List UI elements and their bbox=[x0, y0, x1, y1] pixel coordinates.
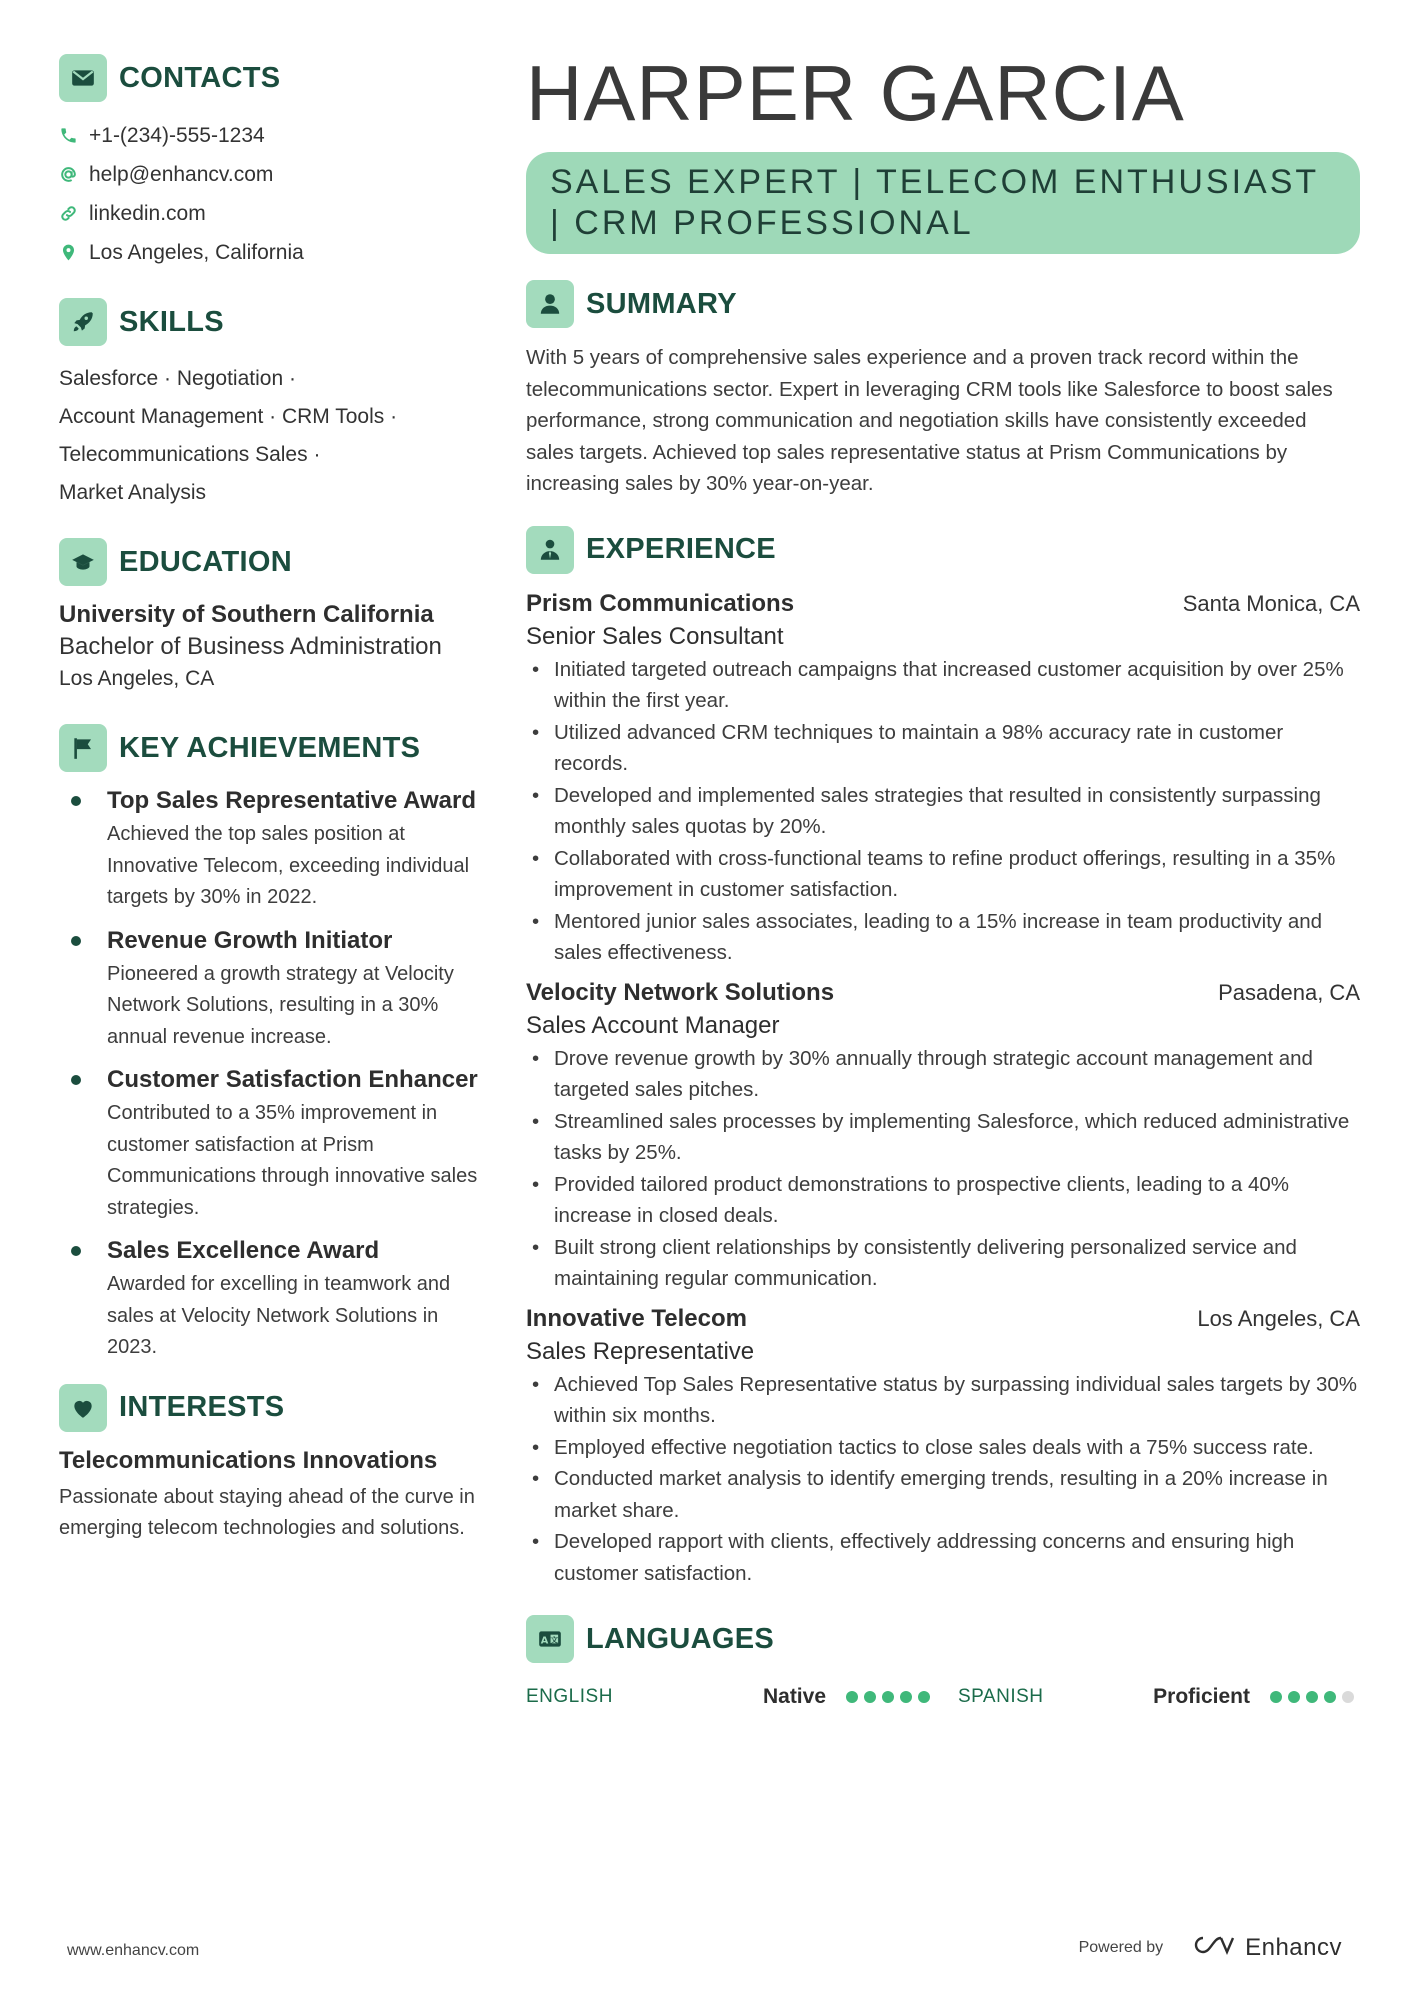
summary-title: SUMMARY bbox=[586, 287, 737, 320]
achievement-desc: Awarded for excelling in teamwork and sales at Velocity Network Solutions in 2023. bbox=[107, 1273, 451, 1358]
language-name: SPANISH bbox=[958, 1686, 1044, 1707]
user-icon bbox=[526, 280, 574, 328]
proficiency-dot-filled bbox=[918, 1691, 930, 1703]
footer-website[interactable]: www.enhancv.com bbox=[67, 1942, 200, 1959]
achievement-title: Customer Satisfaction Enhancer bbox=[107, 1066, 478, 1093]
bullet-dot bbox=[71, 1246, 81, 1256]
job-role: Sales Representative bbox=[526, 1337, 755, 1365]
job-location: Santa Monica, CA bbox=[1182, 590, 1360, 616]
job-location: Pasadena, CA bbox=[1218, 979, 1360, 1005]
interests-title: INTERESTS bbox=[119, 1391, 285, 1423]
job-location: Los Angeles, CA bbox=[1197, 1305, 1360, 1331]
flag-icon bbox=[59, 724, 107, 772]
skills-line: Market Analysis bbox=[59, 481, 207, 504]
interest-title: Telecommunications Innovations bbox=[59, 1446, 438, 1474]
job-entry bbox=[526, 588, 1360, 969]
languages-header bbox=[526, 1615, 1360, 1663]
job-header bbox=[526, 588, 1360, 620]
interest-desc: Passionate about staying ahead of the curve in emerging telecom technologies and solutions. bbox=[59, 1485, 475, 1539]
education-location: Los Angeles, CA bbox=[59, 667, 215, 690]
proficiency-dot-empty bbox=[1342, 1691, 1354, 1703]
svg-text:文: 文 bbox=[550, 1635, 559, 1645]
job-bullets bbox=[526, 654, 1360, 969]
interests-header bbox=[59, 1384, 479, 1432]
job-bullet: • Drove revenue growth by 30% annually through strategic account management and targeted sales pitches. bbox=[526, 1043, 1360, 1106]
job-company: Prism Communications bbox=[526, 589, 795, 617]
proficiency-dot-filled bbox=[882, 1691, 894, 1703]
proficiency-dots bbox=[1270, 1691, 1360, 1703]
left-column bbox=[59, 54, 479, 1545]
phone-text[interactable]: +1-(234)-555-1234 bbox=[89, 123, 265, 147]
contacts-header bbox=[59, 54, 479, 102]
achievements-header bbox=[59, 724, 479, 772]
link-icon bbox=[59, 204, 81, 223]
job-entry bbox=[526, 977, 1360, 1295]
footer-branding bbox=[1079, 1933, 1342, 1962]
contact-location bbox=[59, 233, 479, 272]
location-pin-icon bbox=[59, 243, 81, 262]
achievements-list bbox=[59, 786, 479, 1364]
job-header bbox=[526, 1303, 1360, 1335]
proficiency-dots bbox=[846, 1691, 936, 1703]
svg-text:A: A bbox=[540, 1635, 549, 1647]
at-icon bbox=[59, 165, 81, 184]
right-column bbox=[526, 49, 1360, 1717]
skills-title: SKILLS bbox=[119, 305, 224, 338]
brand-name[interactable]: Enhancv bbox=[1245, 1933, 1342, 1961]
education-title: EDUCATION bbox=[119, 545, 292, 578]
job-entry bbox=[526, 1303, 1360, 1590]
skills-header bbox=[59, 298, 479, 346]
language-name: ENGLISH bbox=[526, 1686, 613, 1707]
achievement-desc: Contributed to a 35% improvement in customer satisfaction at Prism Communications through innovative sales strategies. bbox=[107, 1102, 478, 1219]
proficiency-dot-filled bbox=[864, 1691, 876, 1703]
translate-icon bbox=[526, 1615, 574, 1663]
language-level: Proficient bbox=[1153, 1685, 1250, 1708]
job-bullets bbox=[526, 1369, 1360, 1590]
envelope-icon bbox=[59, 54, 107, 102]
achievement-title: Sales Excellence Award bbox=[107, 1237, 380, 1264]
language-level: Native bbox=[762, 1685, 826, 1708]
bullet-dot bbox=[71, 936, 81, 946]
experience-title: EXPERIENCE bbox=[586, 533, 776, 565]
contact-link bbox=[59, 194, 479, 233]
achievement-desc: Achieved the top sales position at Innovative Telecom, exceeding individual targets by 30% in 2022. bbox=[107, 823, 470, 908]
briefcase-user-icon bbox=[526, 526, 574, 574]
bullet-dot bbox=[71, 1075, 81, 1085]
candidate-name: HARPER GARCIA bbox=[526, 49, 1185, 137]
heart-icon bbox=[59, 1384, 107, 1432]
job-bullet: • Built strong client relationships by consistently delivering personalized service and maintaining regular communication. bbox=[526, 1232, 1360, 1295]
education-degree: Bachelor of Business Administration bbox=[59, 633, 442, 660]
languages-list bbox=[526, 1677, 1360, 1717]
job-header bbox=[526, 977, 1360, 1009]
proficiency-dot-filled bbox=[1270, 1691, 1282, 1703]
achievement-title: Revenue Growth Initiator bbox=[107, 926, 393, 954]
contact-email bbox=[59, 155, 479, 194]
skills-list bbox=[59, 360, 479, 512]
email-text[interactable]: help@enhancv.com bbox=[89, 162, 274, 186]
summary-header bbox=[526, 280, 1360, 328]
achievement-item bbox=[59, 926, 479, 1054]
enhancv-logo-icon bbox=[1189, 1933, 1235, 1962]
achievement-title: Top Sales Representative Award bbox=[107, 787, 477, 814]
job-bullet: • Employed effective negotiation tactics to close sales deals with a 75% success rate. bbox=[526, 1432, 1360, 1464]
skills-line: Salesforce · Negotiation · bbox=[59, 367, 296, 390]
job-bullet: • Utilized advanced CRM techniques to maintain a 98% accuracy rate in customer records. bbox=[526, 717, 1360, 780]
language-item bbox=[526, 1677, 936, 1717]
education-school: University of Southern California bbox=[59, 601, 434, 628]
job-bullet: • Collaborated with cross-functional teams to refine product offerings, resulting in a 35% improvement in customer satisfaction. bbox=[526, 843, 1360, 906]
proficiency-dot-filled bbox=[900, 1691, 912, 1703]
job-bullet: • Developed rapport with clients, effectively addressing concerns and ensuring high customer satisfaction. bbox=[526, 1526, 1360, 1589]
achievement-item bbox=[59, 1065, 479, 1224]
job-bullets bbox=[526, 1043, 1360, 1295]
job-role: Sales Account Manager bbox=[526, 1011, 780, 1039]
achievement-item bbox=[59, 1236, 479, 1364]
job-bullet: • Achieved Top Sales Representative status by surpassing individual sales targets by 30% within six months. bbox=[526, 1369, 1360, 1432]
languages-title: LANGUAGES bbox=[586, 1622, 774, 1655]
contact-phone bbox=[59, 116, 479, 155]
summary-text: With 5 years of comprehensive sales experience and a proven track record within the telecommunications sector. Expert in leveraging CRM tools like Salesforce to boost sales performance, strong communication and negotiation skills have consistently exceeded sales targets. Achieved top sales representative status at Prism Communications by increasing sales by 30% year-on-year. bbox=[526, 346, 1333, 495]
proficiency-dot-filled bbox=[846, 1691, 858, 1703]
location-text: Los Angeles, California bbox=[89, 240, 304, 264]
job-bullet: • Streamlined sales processes by implementing Salesforce, which reduced administrative tasks by 25%. bbox=[526, 1106, 1360, 1169]
language-item bbox=[936, 1677, 1360, 1717]
proficiency-dot-filled bbox=[1324, 1691, 1336, 1703]
job-bullet: • Developed and implemented sales strategies that resulted in consistently surpassing monthly sales quotas by 20%. bbox=[526, 780, 1360, 843]
contacts-title: CONTACTS bbox=[119, 61, 281, 94]
skills-line: Account Management · CRM Tools · bbox=[59, 405, 398, 428]
achievement-desc: Pioneered a growth strategy at Velocity Network Solutions, resulting in a 30% annual revenue increase. bbox=[107, 962, 454, 1048]
phone-icon bbox=[59, 126, 81, 145]
job-bullet: • Initiated targeted outreach campaigns that increased customer acquisition by over 25% within the first year. bbox=[526, 654, 1360, 717]
rocket-icon bbox=[59, 298, 107, 346]
link-text[interactable]: linkedin.com bbox=[89, 201, 206, 225]
experience-header bbox=[526, 526, 1360, 574]
bullet-dot bbox=[71, 796, 81, 806]
achievement-item bbox=[59, 786, 479, 914]
powered-by-text: Powered by bbox=[1078, 1938, 1164, 1956]
graduation-cap-icon bbox=[59, 538, 107, 586]
job-company: Velocity Network Solutions bbox=[526, 978, 835, 1006]
education-header bbox=[59, 538, 479, 586]
proficiency-dot-filled bbox=[1288, 1691, 1300, 1703]
job-role: Senior Sales Consultant bbox=[526, 622, 784, 650]
headline-banner: SALES EXPERT | TELECOM ENTHUSIAST | CRM PROFESSIONAL bbox=[526, 152, 1360, 254]
job-bullet: • Mentored junior sales associates, leading to a 15% increase in team productivity and sales effectiveness. bbox=[526, 906, 1360, 969]
proficiency-dot-filled bbox=[1306, 1691, 1318, 1703]
job-company: Innovative Telecom bbox=[526, 1304, 747, 1332]
achievements-title: KEY ACHIEVEMENTS bbox=[119, 731, 421, 764]
job-bullet: • Conducted market analysis to identify emerging trends, resulting in a 20% increase in market share. bbox=[526, 1463, 1360, 1526]
skills-line: Telecommunications Sales · bbox=[59, 443, 321, 466]
job-bullet: • Provided tailored product demonstrations to prospective clients, leading to a 40% increase in closed deals. bbox=[526, 1169, 1360, 1232]
